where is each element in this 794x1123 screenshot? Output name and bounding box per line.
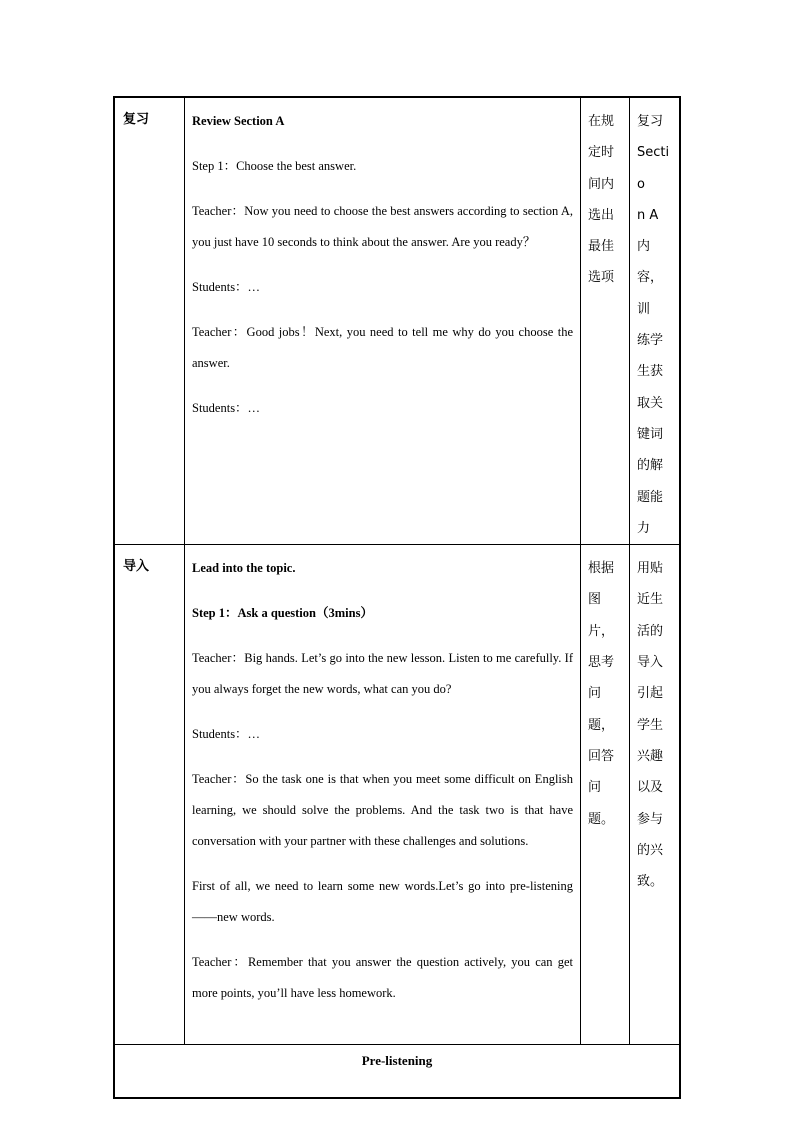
pre-listening-row [115,1045,680,1098]
stage-label: 导入 [123,559,150,575]
instruction-line: First of all, we need to learn some new words.Let’s go into pre-listening——new words. [192,879,573,925]
students-line: Students：… [192,727,261,742]
student-activity-cell [581,545,630,1045]
student-activity-cell [581,98,630,545]
section-title-cell [115,1045,680,1098]
stage-label: 复习 [123,112,150,127]
students-line: Students：… [192,280,261,294]
section-heading: Lead into the topic. [192,561,296,576]
lesson-plan-table [113,96,681,1099]
design-intent-text: 复习 Sectio n A 内 容，训 练学 生获 取关 键词 的解 题能 力 [637,114,670,536]
teacher-line: Teacher：Good jobs！Next, you need to tell me why do you choose the answer. [192,325,573,370]
section-title: Pre-listening [361,1053,433,1069]
step-heading: Step 1：Ask a question（3mins） [192,606,373,621]
activity-cell [185,545,581,1045]
activity-cell [185,98,581,545]
review-row [115,98,680,545]
lead-in-row [115,545,680,1045]
teacher-line: Teacher：So the task one is that when you meet some difficult on English learning, we should solve the problems. And the task two is that have conversation with your partner with these challenges and solutions. [192,772,573,849]
teacher-line: Teacher：Big hands. Let’s go into the new lesson. Listen to me carefully. If you always forget the new words, what can you do? [192,651,573,697]
section-heading: Review Section A [192,114,285,128]
stage-label-cell [115,98,185,545]
design-intent-cell [630,545,680,1045]
activity-content [185,545,580,1009]
activity-content [185,98,580,424]
design-intent-cell [630,98,680,545]
design-intent-text: 用贴 近生 活的 导入 引起 学生 兴趣 以及 参与 的兴 致。 [637,561,664,890]
student-activity-text: 根据 图片， 思考 问题， 回答 问题。 [588,561,615,827]
student-activity-text: 在规 定时 间内 选出 最佳 选项 [588,114,615,286]
students-line: Students：… [192,401,261,415]
stage-label-cell [115,545,185,1045]
teacher-line: Teacher：Remember that you answer the question actively, you can get more points, you’ll have less homework. [192,955,573,1001]
teacher-line: Teacher：Now you need to choose the best answers according to section A, you just have 10 seconds to think about the answer. Are you ready？ [192,204,573,249]
step-text: Step 1：Choose the best answer. [192,159,357,173]
